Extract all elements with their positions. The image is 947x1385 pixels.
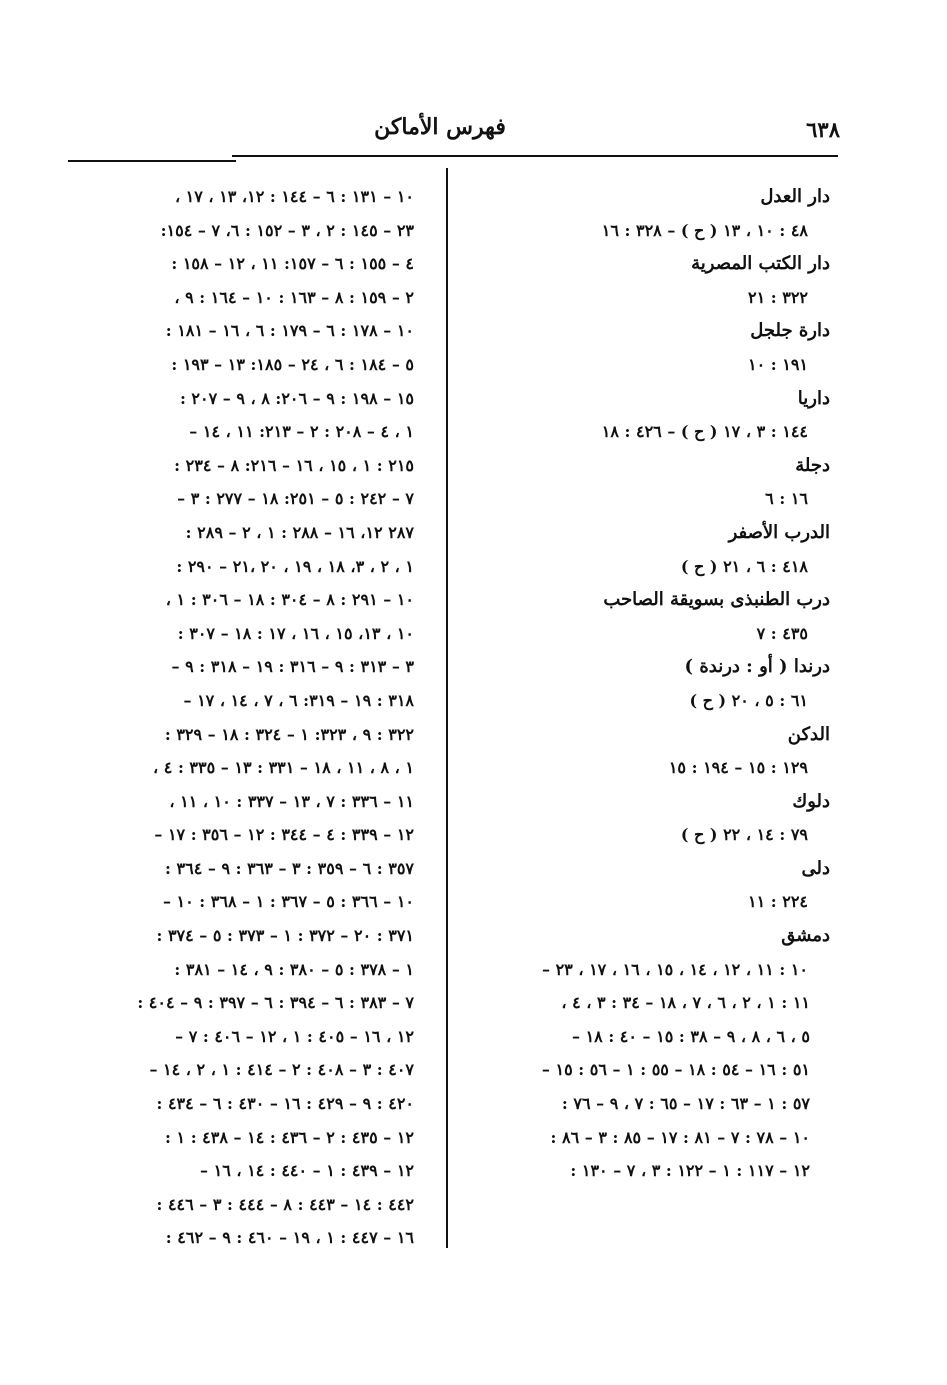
left-index-column: [70, 180, 414, 1255]
index-continuation-line: ١١ – ٣٣٦ : ٧ ، ١٣ – ٣٣٧ : ١٠ ، ١١ ،: [169, 791, 414, 811]
index-continuation-line: ٤٤٢ : ١٤ – ٤٤٣ : ٨ – ٤٤٤ : ٣ – ٤٤٦ :: [156, 1194, 414, 1214]
index-continuation-line: ٤ – ١٥٥ : ٦ – ١٥٧: ١١ ، ١٢ – ١٥٨ :: [171, 254, 414, 274]
index-continuation-line: ٣٢٢ : ٩ ، ٣٢٣: ١ – ٣٢٤ : ١٨ – ٣٢٩ :: [164, 724, 414, 744]
index-continuation-line: ٧ – ٢٤٢ : ٥ – ٢٥١: ١٨ – ٢٧٧ : ٣ –: [177, 489, 414, 509]
index-entry-references: ٥ ، ٦ ، ٨ ، ٩ – ٣٨ : ١٥ – ٤٠ : ١٨ –: [571, 1026, 810, 1046]
index-entry-name: دلوك: [792, 790, 830, 812]
index-entry-references: ٤١٨ : ٦ ، ٢١ ( ح ): [680, 556, 808, 576]
header-rule-left: [68, 160, 236, 162]
index-entry-name: درب الطنبذى بسويقة الصاحب: [603, 589, 830, 611]
index-continuation-line: ٣١٨ : ١٩ – ٣١٩: ٦ ، ٧ ، ١٤ ، ١٧ –: [183, 690, 414, 710]
index-entry-references: ١٠ – ٧٨ : ٧ – ٨١ : ١٧ – ٨٥ : ٣ – ٨٦ :: [550, 1127, 810, 1147]
index-continuation-line: ٤٠٧ : ٣ – ٤٠٨ : ٢ – ٤١٤ : ١ ، ٢ ، ١٤ –: [149, 1060, 414, 1080]
index-entry-references: ١٢٩ : ١٥ – ١٩٤ : ١٥: [668, 758, 808, 778]
header-rule-right: [232, 155, 838, 157]
index-continuation-line: ٣٧١ : ٢٠ – ٣٧٢ : ١ – ٣٧٣ : ٥ – ٣٧٤ :: [156, 926, 414, 946]
index-continuation-line: ٧ – ٣٨٣ : ٦ – ٣٩٤ : ٦ – ٣٩٧ : ٩ – ٤٠٤ :: [137, 993, 414, 1013]
index-continuation-line: ١٠ – ١٣١ : ٦ – ١٤٤ : ١٢، ١٣ ، ١٧ ،: [174, 187, 414, 206]
index-continuation-line: ٣ – ٣١٣ : ٩ – ٣١٦ : ١٩ – ٣١٨ : ٩ –: [171, 657, 414, 677]
index-entry-name: دجلة: [795, 454, 830, 476]
index-entry-name: الدرب الأصفر: [728, 521, 830, 543]
index-continuation-line: ٢٣ – ١٤٥ : ٢ ، ٣ – ١٥٢ : ٦، ٧ – ١٥٤:: [160, 220, 414, 240]
index-entry-name: الدكن: [787, 723, 830, 745]
index-continuation-line: ٢١٥ : ١ ، ١٥ ، ١٦ – ٢١٦: ٨ – ٢٣٤ :: [174, 455, 414, 475]
index-continuation-line: ١٢ – ٤٣٥ : ٢ – ٤٣٦ : ١٤ – ٤٣٨ : ١ :: [165, 1127, 414, 1147]
index-entry-references: ١٠ : ١١ ، ١٢ ، ١٤ ، ١٥ ، ١٦ ، ١٧ ، ٢٣ –: [542, 959, 808, 979]
index-entry-references: ٥١ : ١٦ – ٥٤ : ١٨ – ٥٥ : ١ – ٥٦ : ١٥ –: [541, 1060, 810, 1080]
index-entry-references: ٥٧ : ١ – ٦٣ : ١٧ – ٦٥ : ٧ ، ٩ – ٧٦ :: [561, 1094, 810, 1114]
index-continuation-line: ١٥ – ١٩٨ : ٩ – ٢٠٦: ٨ ، ٩ – ٢٠٧ :: [179, 388, 414, 408]
index-continuation-line: ١ ، ٤ – ٢٠٨ : ٢ – ٢١٣: ١١ ، ١٤ –: [189, 422, 414, 442]
index-continuation-line: ٤٢٠ : ٩ – ٤٢٩ : ١٦ – ٤٣٠ : ٦ – ٤٣٤ :: [156, 1094, 414, 1114]
index-entry-references: ٤٨ : ١٠ ، ١٣ ( ح ) – ٣٢٨ : ١٦: [601, 220, 808, 240]
index-continuation-line: ٣٥٧ : ٦ – ٣٥٩ : ٣ – ٣٦٣ : ٩ – ٣٦٤ :: [165, 858, 414, 878]
index-continuation-line: ١٦ – ٤٤٧ : ١ ، ١٩ – ٤٦٠ : ٩ – ٤٦٢ :: [165, 1228, 414, 1248]
index-continuation-line: ١ – ٣٧٨ : ٥ – ٣٨٠ : ٩ ، ١٤ – ٣٨١ :: [174, 959, 414, 979]
index-entry-references: ٧٩ : ١٤ ، ٢٢ ( ح ): [680, 825, 808, 845]
column-divider: [446, 168, 448, 1248]
index-entry-name: درندا ( أو : درندة ): [684, 656, 830, 678]
index-continuation-line: ١ ، ٢ ، ٣، ١٨ ، ١٩ ، ٢٠ ،٢١ – ٢٩٠ :: [176, 556, 414, 576]
index-continuation-line: ١٢ – ٤٣٩ : ١ – ٤٤٠ : ١٤ ، ١٦ –: [200, 1161, 414, 1181]
index-entry-name: دار العدل: [760, 186, 830, 207]
index-entry-name: دار الكتب المصرية: [691, 253, 830, 275]
index-continuation-line: ٥ – ١٨٤ : ٦ ، ٢٤ – ١٨٥: ١٣ – ١٩٣ :: [171, 354, 414, 374]
index-entry-references: ٦١ : ٥ ، ٢٠ ( ح ): [689, 690, 808, 710]
page-number: ٦٣٨: [806, 117, 840, 142]
index-continuation-line: ٢ – ١٥٩ : ٨ – ١٦٣ : ١٠ – ١٦٤ : ٩ ،: [174, 287, 414, 307]
index-entry-references: ٢٢٤ : ١١: [747, 892, 808, 912]
index-continuation-line: ١٠ – ١٧٨ : ٦ – ١٧٩ : ٦ ، ١٦ – ١٨١ :: [165, 321, 414, 341]
index-entry-name: داريا: [797, 387, 830, 409]
index-continuation-line: ١٠ – ٣٦٦ : ٥ – ٣٦٧ : ١ – ٣٦٨ : ١٠ –: [162, 892, 414, 912]
index-entry-name: دارة جلجل: [750, 320, 830, 342]
index-entry-name: دلى: [801, 857, 830, 879]
index-entry-references: ٤٣٥ : ٧: [756, 623, 808, 643]
index-entry-references: ٣٢٢ : ٢١: [747, 287, 808, 307]
index-continuation-line: ٢٨٧ ١٢، ١٦ – ٢٨٨ : ١ ، ٢ – ٢٨٩ :: [185, 522, 414, 542]
index-continuation-line: ١ ، ٨ ، ١١ ، ١٨ – ٣٣١ : ١٣ – ٣٣٥ : ٤ ،: [153, 758, 414, 778]
running-title: فهرس الأماكن: [374, 114, 506, 140]
index-entry-name: دمشق: [781, 925, 830, 947]
index-entry-references: ١٩١ : ١٠: [747, 354, 808, 374]
index-continuation-line: ١٢ ، ١٦ – ٤٠٥ : ١ ، ١٢ – ٤٠٦ : ٧ –: [175, 1026, 414, 1046]
right-index-column: [462, 180, 834, 1188]
index-entry-references: ١٢ – ١١٧ : ١ – ١٢٢ : ٣ ، ٧ – ١٣٠ :: [570, 1161, 810, 1181]
index-continuation-line: ١٠ – ٢٩١ : ٨ – ٣٠٤ : ١٨ – ٣٠٦ : ١ ،: [165, 590, 414, 610]
index-entry-references: ١١ : ١ ، ٢ ، ٦ ، ٧ ، ١٨ – ٣٤ : ٣ ، ٤ ،: [561, 993, 810, 1013]
index-continuation-line: ١٠ ، ١٣، ١٥ ، ١٦ ، ١٧ : ١٨ – ٣٠٧ :: [177, 623, 414, 643]
index-entry-references: ١٦ : ٦: [765, 489, 808, 509]
index-entry-references: ١٤٤ : ٣ ، ١٧ ( ح ) – ٤٢٦ : ١٨: [601, 422, 808, 442]
index-continuation-line: ١٢ – ٣٣٩ : ٤ – ٣٤٤ : ١٢ – ٣٥٦ : ١٧ –: [154, 825, 414, 845]
